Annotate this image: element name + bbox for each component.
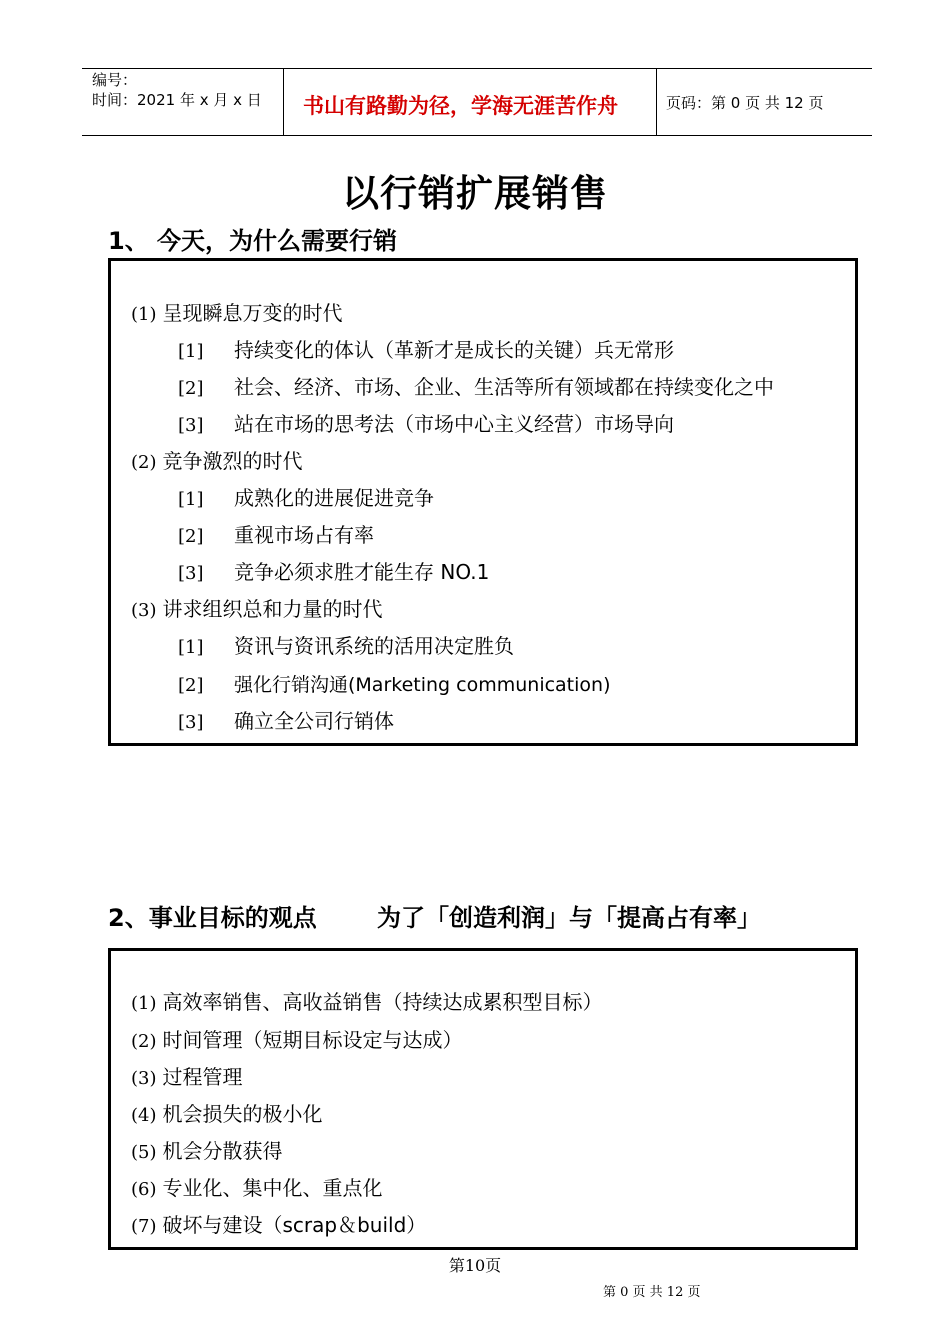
item-text: 时间管理（短期目标设定与达成） bbox=[162, 1028, 463, 1052]
item-text: 机会损失的极小化 bbox=[162, 1102, 323, 1126]
item-number: (1) bbox=[131, 993, 157, 1014]
header-divider-left bbox=[283, 68, 284, 136]
list-item bbox=[178, 374, 774, 402]
item-text: 强化行销沟通(Marketing communication) bbox=[234, 674, 611, 696]
item-number: (4) bbox=[131, 1105, 157, 1126]
item-text: 资讯与资讯系统的活用决定胜负 bbox=[234, 634, 514, 658]
list-item bbox=[131, 1212, 426, 1240]
item-number: [3] bbox=[178, 712, 204, 733]
code-label: 编号： bbox=[92, 71, 138, 89]
group-2 bbox=[131, 448, 303, 476]
group-label: 呈现瞬息万变的时代 bbox=[162, 301, 343, 325]
item-number: [2] bbox=[178, 378, 204, 399]
page-mark: 第10页 bbox=[448, 1256, 502, 1275]
item-number: [3] bbox=[178, 415, 204, 436]
item-text: 高效率销售、高收益销售（持续达成累积型目标） bbox=[162, 990, 603, 1014]
item-number: [3] bbox=[178, 563, 204, 584]
group-3 bbox=[131, 596, 383, 624]
item-text: 站在市场的思考法（市场中心主义经营）市场导向 bbox=[234, 412, 674, 436]
list-item bbox=[131, 1101, 323, 1129]
header-divider-right bbox=[656, 68, 657, 136]
item-number: (5) bbox=[131, 1142, 157, 1163]
group-number: (3) bbox=[131, 600, 157, 621]
list-item bbox=[131, 1027, 463, 1055]
list-item bbox=[131, 1175, 383, 1203]
group-label: 讲求组织总和力量的时代 bbox=[162, 597, 383, 621]
item-text: 专业化、集中化、重点化 bbox=[162, 1176, 383, 1200]
section2-heading: 2、事业目标的观点 bbox=[108, 904, 317, 932]
item-number: (2) bbox=[131, 1031, 157, 1052]
list-item bbox=[178, 633, 514, 661]
list-item bbox=[178, 337, 674, 365]
item-number: (6) bbox=[131, 1179, 157, 1200]
page-title: 以行销扩展销售 bbox=[342, 172, 608, 215]
list-item bbox=[178, 411, 674, 439]
item-text: 机会分散获得 bbox=[162, 1139, 283, 1163]
header-top-rule bbox=[82, 68, 872, 69]
list-item bbox=[131, 1064, 243, 1092]
item-number: [2] bbox=[178, 526, 204, 547]
section2-subheading: 为了「创造利润」与「提高占有率」 bbox=[377, 904, 761, 932]
item-text: 确立全公司行销体 bbox=[234, 709, 394, 733]
group-number: (2) bbox=[131, 452, 157, 473]
group-1 bbox=[131, 300, 343, 328]
list-item bbox=[178, 708, 394, 736]
item-text: 成熟化的进展促进竞争 bbox=[234, 486, 434, 510]
item-text: 重视市场占有率 bbox=[234, 523, 374, 547]
item-text: 竞争必须求胜才能生存 NO.1 bbox=[234, 560, 490, 584]
item-number: [2] bbox=[178, 675, 204, 696]
item-text: 过程管理 bbox=[162, 1065, 243, 1089]
list-item bbox=[178, 559, 489, 587]
group-number: (1) bbox=[131, 304, 157, 325]
list-item bbox=[178, 671, 611, 699]
item-text: 破坏与建设（scrap＆build） bbox=[162, 1213, 427, 1237]
header-bottom-rule bbox=[82, 135, 872, 136]
group-label: 竞争激烈的时代 bbox=[162, 449, 303, 473]
item-number: [1] bbox=[178, 489, 204, 510]
item-number: (3) bbox=[131, 1068, 157, 1089]
item-number: [1] bbox=[178, 637, 204, 658]
item-text: 持续变化的体认（革新才是成长的关键）兵无常形 bbox=[234, 338, 674, 362]
item-text: 社会、经济、市场、企业、生活等所有领域都在持续变化之中 bbox=[234, 375, 774, 399]
page-info: 页码：第 0 页 共 12 页 bbox=[666, 94, 824, 112]
time-label: 时间：2021 年 x 月 x 日 bbox=[92, 91, 262, 109]
item-number: (7) bbox=[131, 1216, 157, 1237]
list-item bbox=[131, 1138, 283, 1166]
item-number: [1] bbox=[178, 341, 204, 362]
list-item bbox=[178, 522, 374, 550]
list-item bbox=[131, 989, 603, 1017]
motto: 书山有路勤为径，学海无涯苦作舟 bbox=[303, 94, 618, 118]
page-count: 第 0 页 共 12 页 bbox=[603, 1285, 701, 1300]
list-item bbox=[178, 485, 434, 513]
section1-heading: 1、 今天，为什么需要行销 bbox=[108, 227, 398, 255]
